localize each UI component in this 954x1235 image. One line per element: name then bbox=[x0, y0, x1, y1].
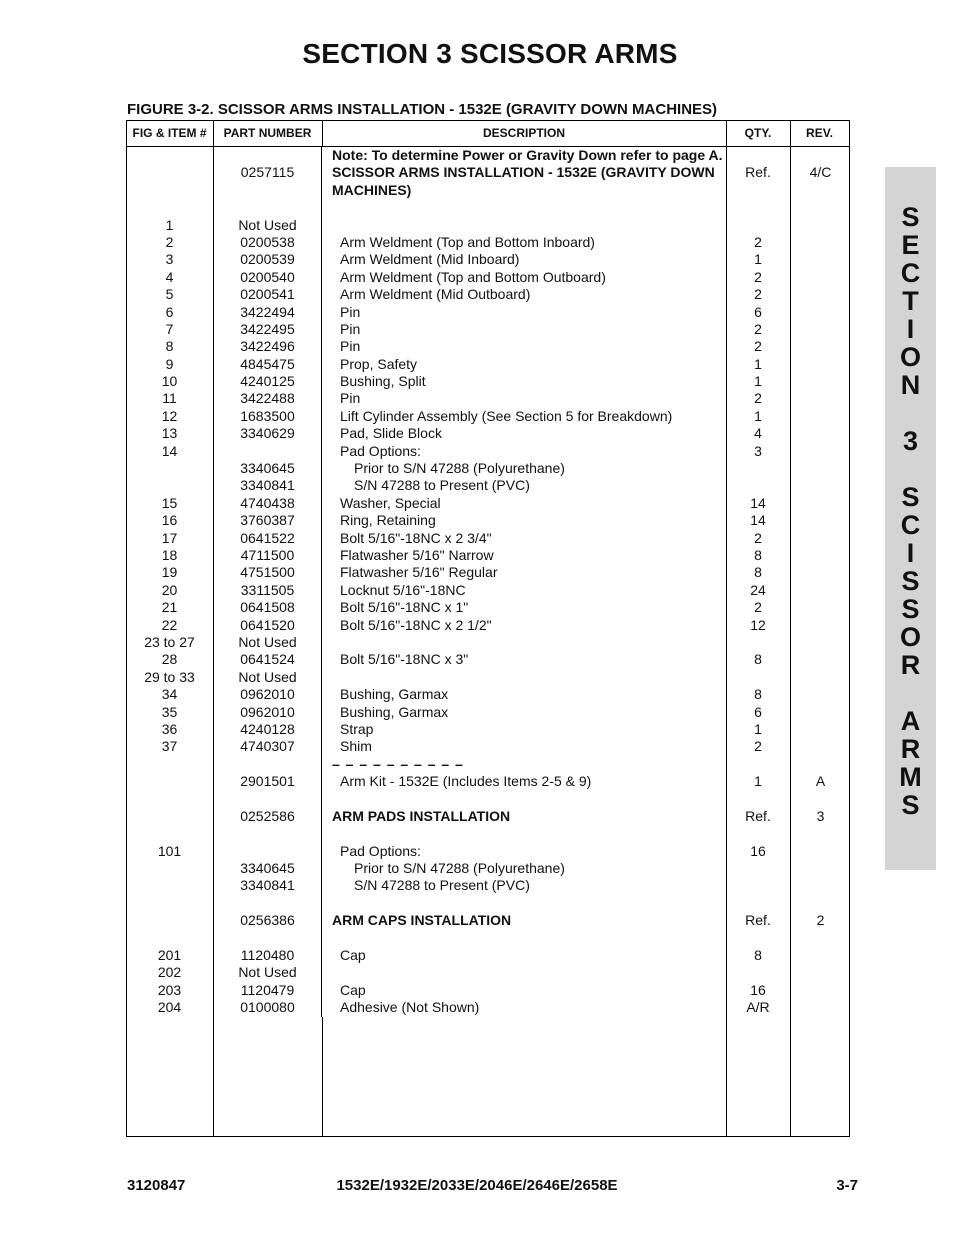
table-row bbox=[0, 999, 954, 1016]
part-number: 3422488 bbox=[240, 390, 295, 407]
table-row bbox=[0, 564, 954, 581]
description: Pad, Slide Block bbox=[340, 425, 442, 442]
item-number: 8 bbox=[165, 338, 174, 355]
table-body bbox=[0, 147, 954, 1017]
quantity: 12 bbox=[750, 616, 766, 633]
quantity: 2 bbox=[754, 286, 762, 303]
header-rev: REV. bbox=[806, 126, 833, 140]
description: Pin bbox=[340, 338, 361, 355]
quantity: 1 bbox=[754, 773, 762, 790]
item-number: 37 bbox=[161, 738, 178, 755]
table-row bbox=[0, 947, 954, 964]
item-number: 10 bbox=[161, 373, 178, 390]
part-number: 0200540 bbox=[240, 268, 295, 285]
table-row bbox=[0, 860, 954, 877]
table-row bbox=[0, 756, 954, 773]
description: Prop, Safety bbox=[340, 355, 418, 372]
table-row bbox=[0, 147, 954, 164]
footer-page-number: 3-7 bbox=[836, 1177, 858, 1194]
part-number: 4845475 bbox=[240, 355, 295, 372]
item-number: 203 bbox=[157, 981, 182, 998]
item-number: 16 bbox=[161, 512, 178, 529]
description: Bolt 5/16"-18NC x 1" bbox=[340, 599, 469, 616]
item-number: 36 bbox=[161, 720, 178, 737]
table-row bbox=[0, 547, 954, 564]
part-number: 3340645 bbox=[240, 460, 295, 477]
item-number: 35 bbox=[161, 703, 178, 720]
table-row bbox=[0, 877, 954, 894]
table-row bbox=[0, 408, 954, 425]
part-number: 1120480 bbox=[240, 946, 295, 963]
quantity: 14 bbox=[750, 494, 766, 511]
description: Pin bbox=[340, 303, 361, 320]
section-side-tab bbox=[885, 167, 936, 870]
description: Bushing, Garmax bbox=[340, 686, 449, 703]
table-row bbox=[0, 912, 954, 929]
table-row bbox=[0, 825, 954, 842]
table-row bbox=[0, 390, 954, 407]
quantity: 16 bbox=[750, 842, 766, 859]
table-row bbox=[0, 182, 954, 199]
part-number: 3340841 bbox=[240, 477, 295, 494]
item-number: 9 bbox=[165, 355, 174, 372]
description: Bolt 5/16"-18NC x 2 1/2" bbox=[340, 616, 492, 633]
item-number: 101 bbox=[157, 842, 182, 859]
item-number: 3 bbox=[165, 251, 174, 268]
quantity: Ref. bbox=[745, 164, 771, 181]
quantity: 1 bbox=[754, 407, 762, 424]
side-tab-text: S E C T I O N 3 S C I S S O R A R M S bbox=[899, 202, 922, 820]
quantity: 1 bbox=[754, 355, 762, 372]
part-number: 0962010 bbox=[240, 703, 295, 720]
quantity: 1 bbox=[754, 251, 762, 268]
table-row bbox=[0, 582, 954, 599]
part-number: Not Used bbox=[238, 668, 297, 685]
table-row bbox=[0, 634, 954, 651]
figure-title: FIGURE 3-2. SCISSOR ARMS INSTALLATION - 1532E (GRAVITY DOWN MACHINES) bbox=[127, 101, 718, 118]
header-qty: QTY. bbox=[744, 126, 772, 140]
part-number: 0641522 bbox=[240, 529, 295, 546]
header-item: FIG & ITEM # bbox=[132, 126, 207, 140]
quantity: 4 bbox=[754, 425, 762, 442]
quantity: 1 bbox=[754, 720, 762, 737]
part-number: 0257115 bbox=[240, 164, 295, 181]
part-number: 0641524 bbox=[240, 651, 295, 668]
part-number: 3422495 bbox=[240, 320, 295, 337]
table-row bbox=[0, 704, 954, 721]
table-row bbox=[0, 808, 954, 825]
part-number: 0200539 bbox=[240, 251, 295, 268]
item-number: 2 bbox=[165, 233, 174, 250]
description: Arm Weldment (Top and Bottom Outboard) bbox=[340, 268, 606, 285]
item-number: 22 bbox=[161, 616, 178, 633]
quantity: 2 bbox=[754, 738, 762, 755]
table-row bbox=[0, 477, 954, 494]
table-row bbox=[0, 495, 954, 512]
part-number: 3340841 bbox=[240, 877, 295, 894]
item-number: 202 bbox=[157, 964, 182, 981]
item-number: 201 bbox=[157, 946, 182, 963]
part-number: 4240125 bbox=[240, 373, 295, 390]
part-number: 4740438 bbox=[240, 494, 295, 511]
part-number: 3422494 bbox=[240, 303, 295, 320]
part-number: 3311505 bbox=[240, 581, 295, 598]
table-row bbox=[0, 790, 954, 807]
description: Washer, Special bbox=[340, 494, 441, 511]
quantity: 2 bbox=[754, 233, 762, 250]
description: Bushing, Split bbox=[340, 373, 426, 390]
quantity: 2 bbox=[754, 390, 762, 407]
quantity: Ref. bbox=[745, 912, 771, 929]
column-divider-2 bbox=[322, 120, 323, 147]
table-row bbox=[0, 530, 954, 547]
table-row bbox=[0, 199, 954, 216]
quantity: 8 bbox=[754, 546, 762, 563]
item-number: 28 bbox=[161, 651, 178, 668]
table-row bbox=[0, 321, 954, 338]
revision: 2 bbox=[816, 912, 825, 929]
description: Note: To determine Power or Gravity Down refer to page A. bbox=[332, 147, 723, 163]
table-header bbox=[126, 120, 850, 147]
item-number: 18 bbox=[161, 546, 178, 563]
page-title: SECTION 3 SCISSOR ARMS bbox=[302, 38, 678, 69]
description: Bolt 5/16"-18NC x 2 3/4" bbox=[340, 529, 492, 546]
table-row bbox=[0, 617, 954, 634]
table-row bbox=[0, 460, 954, 477]
description: Strap bbox=[340, 720, 374, 737]
description: Adhesive (Not Shown) bbox=[340, 999, 480, 1016]
table-row bbox=[0, 217, 954, 234]
table-row bbox=[0, 686, 954, 703]
footer-models: 1532E/1932E/2033E/2046E/2646E/2658E bbox=[336, 1177, 618, 1194]
description: MACHINES) bbox=[332, 181, 412, 198]
table-row bbox=[0, 738, 954, 755]
description: Pad Options: bbox=[340, 842, 421, 859]
item-number: 23 to 27 bbox=[144, 633, 195, 650]
description: Pin bbox=[340, 320, 361, 337]
description: SCISSOR ARMS INSTALLATION - 1532E (GRAVITY DOWN bbox=[332, 164, 715, 181]
item-number: 20 bbox=[161, 581, 178, 598]
table-row bbox=[0, 425, 954, 442]
description: Arm Kit - 1532E (Includes Items 2-5 & 9) bbox=[340, 773, 592, 790]
revision: A bbox=[815, 773, 826, 790]
description: – – – – – – – – – – bbox=[332, 755, 464, 772]
table-row bbox=[0, 599, 954, 616]
quantity: 1 bbox=[754, 373, 762, 390]
item-number: 5 bbox=[165, 286, 174, 303]
part-number: 4751500 bbox=[240, 564, 295, 581]
description: S/N 47288 to Present (PVC) bbox=[354, 877, 530, 894]
part-number: 3760387 bbox=[240, 512, 295, 529]
item-number: 1 bbox=[165, 216, 174, 233]
part-number: 0641520 bbox=[240, 616, 295, 633]
part-number: 3340629 bbox=[240, 425, 295, 442]
table-row bbox=[0, 356, 954, 373]
table-row bbox=[0, 964, 954, 981]
quantity: Ref. bbox=[745, 807, 771, 824]
description: Cap bbox=[340, 981, 366, 998]
part-number: 2901501 bbox=[240, 773, 295, 790]
description: Locknut 5/16"-18NC bbox=[340, 581, 466, 598]
description: Bushing, Garmax bbox=[340, 703, 449, 720]
table-row bbox=[0, 982, 954, 999]
item-number: 15 bbox=[161, 494, 178, 511]
description: ARM PADS INSTALLATION bbox=[332, 807, 511, 824]
table-row bbox=[0, 669, 954, 686]
item-number: 13 bbox=[161, 425, 178, 442]
table-row bbox=[0, 512, 954, 529]
description: Ring, Retaining bbox=[340, 512, 436, 529]
item-number: 14 bbox=[161, 442, 178, 459]
description: S/N 47288 to Present (PVC) bbox=[354, 477, 530, 494]
item-number: 4 bbox=[165, 268, 174, 285]
item-number: 21 bbox=[161, 599, 178, 616]
item-number: 12 bbox=[161, 407, 178, 424]
table-row bbox=[0, 443, 954, 460]
part-number: 0256386 bbox=[240, 912, 295, 929]
part-number: 4740307 bbox=[240, 738, 295, 755]
description: Shim bbox=[340, 738, 372, 755]
quantity: 6 bbox=[754, 303, 762, 320]
table-row bbox=[0, 721, 954, 738]
quantity: 2 bbox=[754, 599, 762, 616]
part-number: 0200538 bbox=[240, 233, 295, 250]
description: Flatwasher 5/16" Regular bbox=[340, 564, 498, 581]
table-row bbox=[0, 773, 954, 790]
item-number: 6 bbox=[165, 303, 174, 320]
quantity: 8 bbox=[754, 564, 762, 581]
part-number: 0200541 bbox=[240, 286, 295, 303]
table-row bbox=[0, 373, 954, 390]
description: Prior to S/N 47288 (Polyurethane) bbox=[354, 460, 565, 477]
part-number: 1683500 bbox=[240, 407, 295, 424]
part-number: 3340645 bbox=[240, 860, 295, 877]
quantity: 2 bbox=[754, 529, 762, 546]
description: Pad Options: bbox=[340, 442, 421, 459]
description: ARM CAPS INSTALLATION bbox=[332, 912, 512, 929]
header-description: DESCRIPTION bbox=[482, 126, 565, 140]
quantity: 16 bbox=[750, 981, 766, 998]
revision: 3 bbox=[816, 807, 825, 824]
description: Lift Cylinder Assembly (See Section 5 for Breakdown) bbox=[340, 407, 673, 424]
description: Arm Weldment (Top and Bottom Inboard) bbox=[340, 233, 595, 250]
header-part-number: PART NUMBER bbox=[223, 126, 312, 140]
item-number: 29 to 33 bbox=[144, 668, 195, 685]
quantity: 8 bbox=[754, 946, 762, 963]
quantity: 8 bbox=[754, 651, 762, 668]
part-number: 0100080 bbox=[240, 999, 295, 1016]
description: Prior to S/N 47288 (Polyurethane) bbox=[354, 860, 565, 877]
quantity: 3 bbox=[754, 442, 762, 459]
description: Arm Weldment (Mid Inboard) bbox=[340, 251, 520, 268]
description: Flatwasher 5/16" Narrow bbox=[340, 546, 494, 563]
part-number: Not Used bbox=[238, 216, 297, 233]
description: Bolt 5/16"-18NC x 3" bbox=[340, 651, 469, 668]
item-number: 34 bbox=[161, 686, 178, 703]
revision: 4/C bbox=[809, 164, 832, 181]
table-row bbox=[0, 286, 954, 303]
item-number: 204 bbox=[157, 999, 182, 1016]
quantity: 2 bbox=[754, 320, 762, 337]
description: Cap bbox=[340, 946, 366, 963]
description: Pin bbox=[340, 390, 361, 407]
item-number: 11 bbox=[162, 390, 177, 407]
table-row bbox=[0, 843, 954, 860]
table-row bbox=[0, 269, 954, 286]
part-number: Not Used bbox=[238, 964, 297, 981]
table-row bbox=[0, 651, 954, 668]
part-number: 3422496 bbox=[240, 338, 295, 355]
quantity: A/R bbox=[746, 999, 770, 1016]
part-number: 0641508 bbox=[240, 599, 295, 616]
table-row bbox=[0, 930, 954, 947]
footer-doc-number: 3120847 bbox=[127, 1177, 186, 1194]
quantity: 2 bbox=[754, 268, 762, 285]
part-number: 0252586 bbox=[240, 807, 295, 824]
table-row bbox=[0, 895, 954, 912]
quantity: 24 bbox=[750, 581, 766, 598]
item-number: 17 bbox=[161, 529, 178, 546]
column-divider-2 bbox=[322, 1017, 323, 1137]
part-number: 0962010 bbox=[240, 686, 295, 703]
part-number: 4711500 bbox=[240, 546, 295, 563]
item-number: 19 bbox=[161, 564, 178, 581]
quantity: 2 bbox=[754, 338, 762, 355]
item-number: 7 bbox=[165, 320, 174, 337]
quantity: 6 bbox=[754, 703, 762, 720]
part-number: 1120479 bbox=[240, 981, 295, 998]
table-row bbox=[0, 164, 954, 181]
table-row bbox=[0, 338, 954, 355]
table-row bbox=[0, 234, 954, 251]
quantity: 8 bbox=[754, 686, 762, 703]
part-number: Not Used bbox=[238, 633, 297, 650]
part-number: 4240128 bbox=[240, 720, 295, 737]
description: Arm Weldment (Mid Outboard) bbox=[340, 286, 531, 303]
table-row bbox=[0, 304, 954, 321]
table-row bbox=[0, 251, 954, 268]
quantity: 14 bbox=[750, 512, 766, 529]
